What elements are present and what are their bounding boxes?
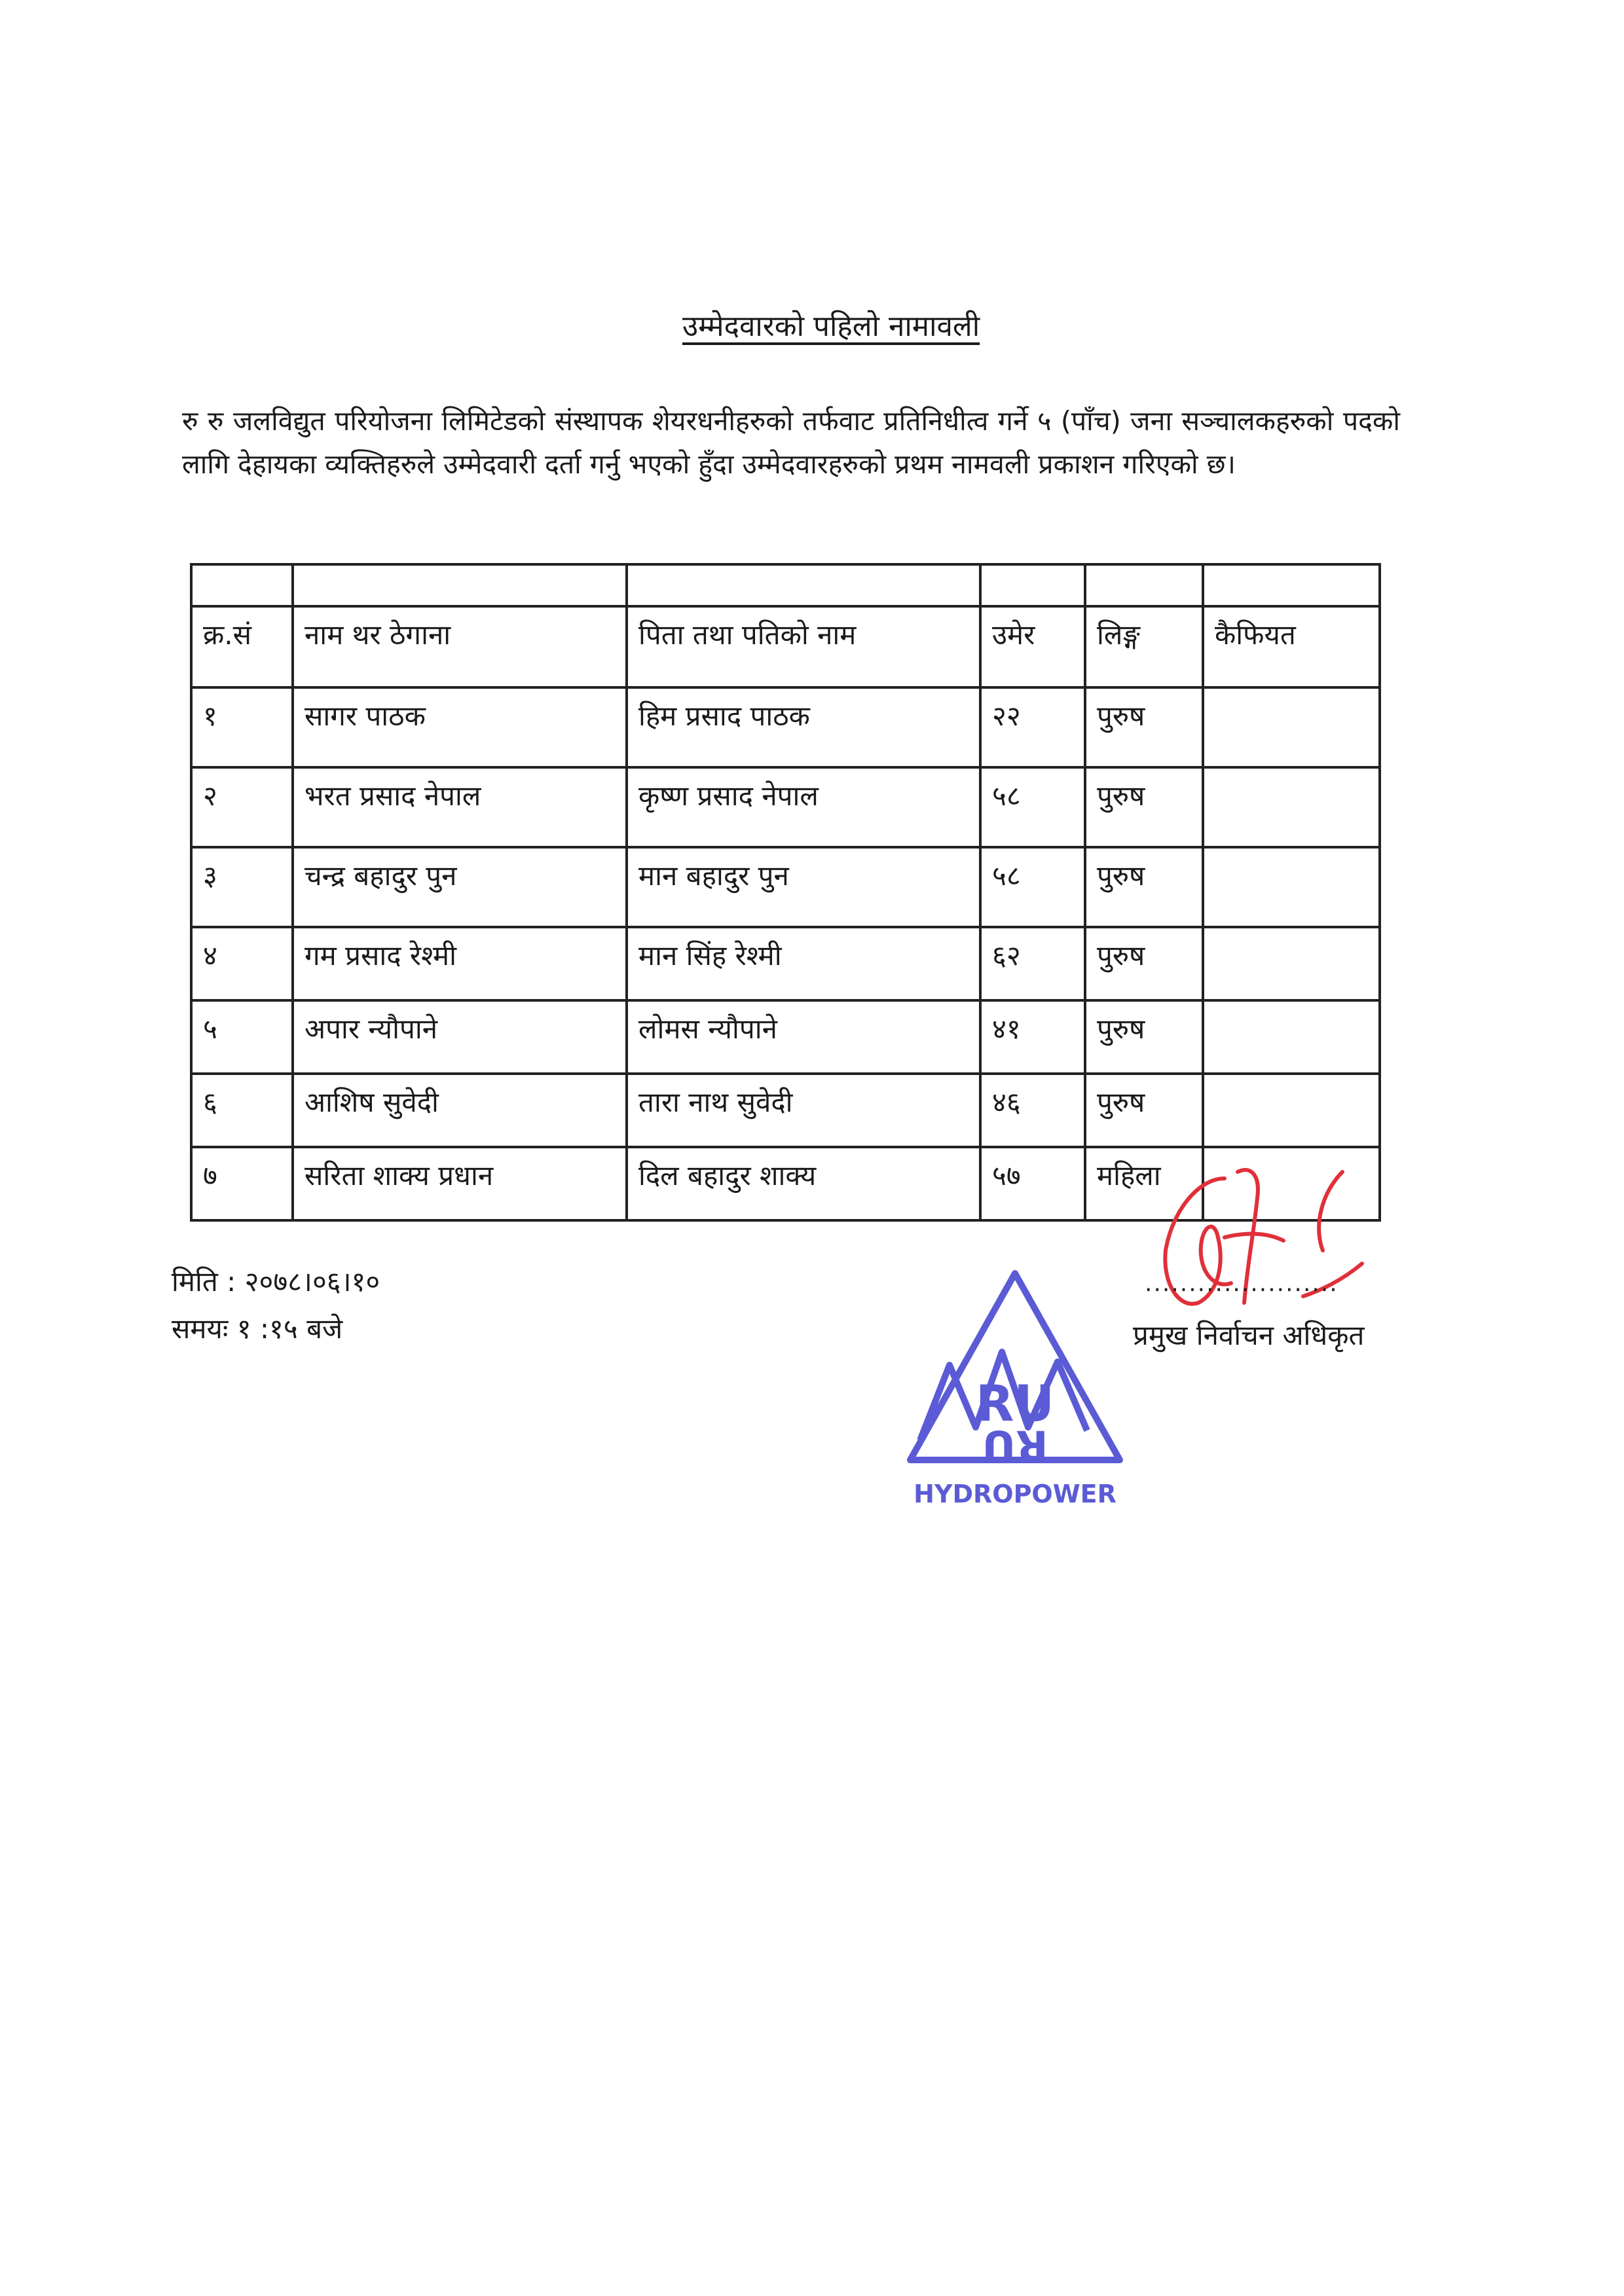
cell-parent: तारा नाथ सुवेदी [627, 1074, 980, 1147]
cell-remarks [1203, 1000, 1380, 1074]
cell-remarks [1203, 767, 1380, 847]
cell-remarks [1203, 1074, 1380, 1147]
signature-line: ...................... [1145, 1270, 1338, 1297]
cell-gender: पुरुष [1085, 1000, 1203, 1074]
table-row [191, 847, 1380, 927]
logo-text-bottom: RU [982, 1421, 1048, 1469]
cell-gender: पुरुष [1085, 847, 1203, 927]
candidate-table [190, 563, 1381, 1222]
cell-gender: पुरुष [1085, 927, 1203, 1000]
cell-age: २२ [980, 687, 1085, 767]
table-row [191, 767, 1380, 847]
cell-age: ६२ [980, 927, 1085, 1000]
document-title: उम्मेदवारको पहिलो नामावली [682, 310, 980, 343]
cell-parent: मान बहादुर पुन [627, 847, 980, 927]
cell-serial: ५ [191, 1000, 293, 1074]
cell-age: ४१ [980, 1000, 1085, 1074]
table-row [191, 687, 1380, 767]
cell-parent: कृष्ण प्रसाद नेपाल [627, 767, 980, 847]
cell-remarks [1203, 687, 1380, 767]
cell-serial: ७ [191, 1147, 293, 1220]
cell-name: सागर पाठक [293, 687, 627, 767]
cell-remarks [1203, 927, 1380, 1000]
cell-name: आशिष सुवेदी [293, 1074, 627, 1147]
cell-remarks [1203, 847, 1380, 927]
cell-gender: पुरुष [1085, 1074, 1203, 1147]
header-age: उमेर [980, 606, 1085, 687]
cell-age: ४६ [980, 1074, 1085, 1147]
cell-serial: १ [191, 687, 293, 767]
logo-caption: HYDROPOWER [913, 1480, 1116, 1508]
header-parent: पिता तथा पतिको नाम [627, 606, 980, 687]
date-time-block [172, 1258, 380, 1353]
cell-gender: पुरुष [1085, 767, 1203, 847]
header-remarks: कैफियत [1203, 606, 1380, 687]
intro-paragraph: रु रु जलविद्युत परियोजना लिमिटेडको संस्थापक शेयरधनीहरुको तर्फवाट प्रतिनिधीत्व गर्ने ५ (पाँच) जना सञ्चालकहरुको पदको लागि देहायका व्यक्तिहरुले उम्मेदवारी दर्ता गर्नु भएको हुँदा उम्मेदवारहरुको प्रथम नामवली प्रकाशन गरिएको छ। [182, 405, 1400, 480]
cell-name: गम प्रसाद रेश्मी [293, 927, 627, 1000]
header-gender: लिङ्ग [1085, 606, 1203, 687]
date-line: मिति : २०७८।०६।१० [172, 1266, 380, 1298]
time-line: समयः १ :१५ बजे [172, 1313, 343, 1345]
cell-serial: ६ [191, 1074, 293, 1147]
company-logo-stamp [897, 1264, 1133, 1525]
cell-gender: महिला [1085, 1147, 1203, 1220]
table-row [191, 1074, 1380, 1147]
cell-age: ५८ [980, 767, 1085, 847]
header-name: नाम थर ठेगाना [293, 606, 627, 687]
cell-name: भरत प्रसाद नेपाल [293, 767, 627, 847]
officer-title: प्रमुख निर्वाचन अधिकृत [1133, 1319, 1365, 1351]
cell-parent: लोमस न्यौपाने [627, 1000, 980, 1074]
cell-parent: मान सिंह रेश्मी [627, 927, 980, 1000]
cell-age: ५७ [980, 1147, 1085, 1220]
table-header-row [191, 606, 1380, 687]
cell-serial: २ [191, 767, 293, 847]
header-serial: क्र.सं [191, 606, 293, 687]
cell-serial: ३ [191, 847, 293, 927]
table-row [191, 1000, 1380, 1074]
logo-text-top: RU [975, 1374, 1055, 1432]
cell-name: अपार न्यौपाने [293, 1000, 627, 1074]
cell-parent: हिम प्रसाद पाठक [627, 687, 980, 767]
cell-parent: दिल बहादुर शाक्य [627, 1147, 980, 1220]
cell-serial: ४ [191, 927, 293, 1000]
cell-name: चन्द्र बहादुर पुन [293, 847, 627, 927]
table-spacer-row [191, 564, 1380, 606]
cell-gender: पुरुष [1085, 687, 1203, 767]
cell-age: ५८ [980, 847, 1085, 927]
table-row [191, 927, 1380, 1000]
cell-name: सरिता शाक्य प्रधान [293, 1147, 627, 1220]
